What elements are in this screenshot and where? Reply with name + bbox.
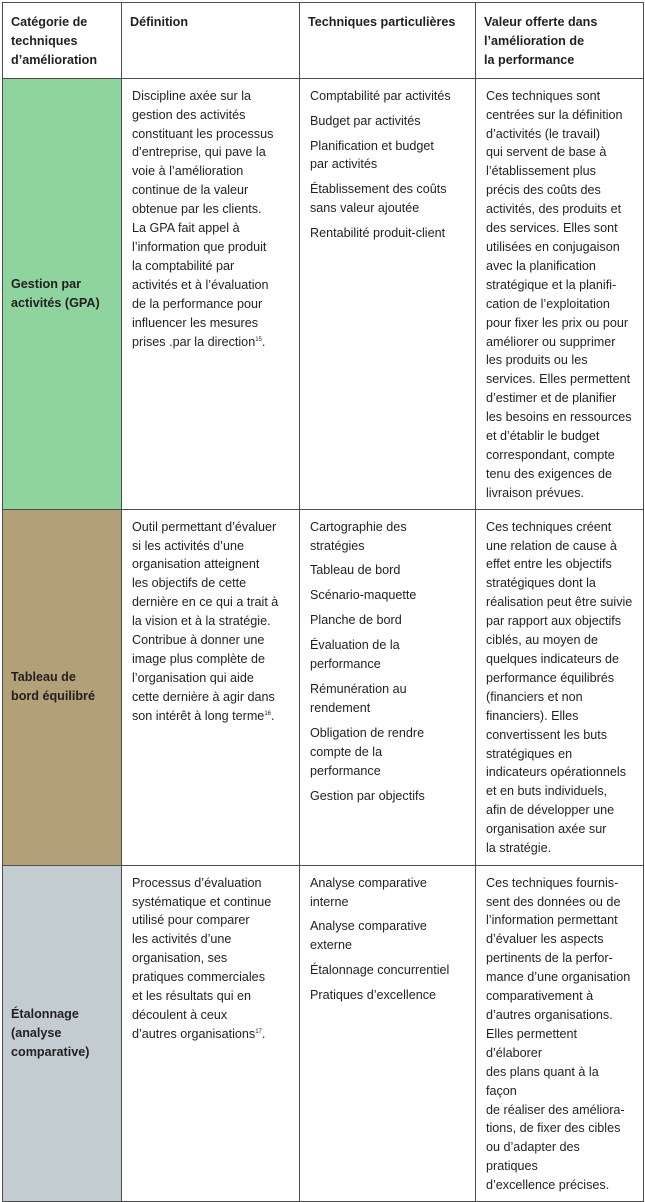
list-item: Établissement des coûts sans valeur ajoutée [310, 182, 447, 216]
footnote-ref: 15 [255, 336, 262, 343]
techniques-list [310, 874, 465, 1005]
list-item: Évaluation de la performance [310, 638, 400, 672]
improvement-techniques-table [2, 2, 644, 1202]
list-item: Pratiques d’excellence [310, 988, 437, 1003]
list-item: Gestion par objectifs [310, 788, 425, 803]
list-item: Tableau de bord [310, 563, 401, 578]
list-item: Planche de bord [310, 613, 402, 628]
header-category: Catégorie de techniques d’amélioration [3, 3, 122, 79]
list-item: Cartographie des stratégies [310, 519, 407, 553]
header-row [3, 3, 644, 79]
table-row [3, 865, 644, 1201]
table-row [3, 78, 644, 509]
table-row [3, 509, 644, 865]
value-cell: Ces techniques sont centrées sur la définition d’activités (le travail) qui servent de base à l’établissement plus précis des coûts des activités, des produits et des services. Elles sont utilisées en conjugaison avec la planification stratégique et la planifi- cation de l’exploitation pour fixer les prix ou pour améliorer ou supprimer les produits ou les services. Elles permettent d’estimer et de planifier les besoins en ressources et d’établir le budget correspondant, compte tenu des exigences de livraison prévues. [476, 78, 644, 509]
definition-text: Discipline axée sur la gestion des activités constituant les processus d’entreprise, qui pave la voie à l’amélioration continue de la valeur obtenue par les clients. La GPA fait appel à l’information que produit la comptabilité par activités et à l’évaluation de la performance pour influencer les mesures prises .par la direction [132, 88, 274, 349]
list-item: Étalonnage concurrentiel [310, 963, 450, 978]
techniques-list [310, 87, 465, 243]
list-item: Rémunération au rendement [310, 682, 407, 715]
header-definition: Définition [122, 3, 300, 79]
list-item: Scénario-maquette [310, 588, 417, 603]
techniques-cell [300, 78, 476, 509]
list-item: Rentabilité produit-client [310, 226, 446, 241]
value-cell: Ces techniques créent une relation de cause à effet entre les objectifs stratégiques dont la réalisation peut être suivie par rapport aux objectifs ciblés, au moyen de quelques indicateurs de performance équilibrés (financiers et non financiers). Elles convertissent les buts stratégiques en indicateurs opérationnels et en buts individuels, afin de développer une organisation axée sur la stratégie. [476, 509, 644, 865]
techniques-cell [300, 509, 476, 865]
footnote-ref: 16 [264, 710, 271, 717]
value-cell: Ces techniques fournis- sent des données ou de l’information permettant d’évaluer les aspects pertinents de la perfor- mance d’une organisation comparativement à d’autres organisations. Elles permettent d’élaborer des plans quant à la façon de réaliser des améliora- tions, de fixer des cibles ou d’adapter des pratiques d’excellence précises. [476, 865, 644, 1201]
techniques-list [310, 518, 465, 806]
category-gpa: Gestion par activités (GPA) [3, 78, 122, 509]
header-value: Valeur offerte dans l’amélioration de la performance [476, 3, 644, 79]
header-techniques: Techniques particulières [300, 3, 476, 79]
definition-cell: Processus d’évaluation systématique et continue utilisé pour comparer les activités d’une organisation, ses pratiques commerciales et les résultats qui en découlent à ceux d’autres organisations$^{17}$. [122, 865, 300, 1201]
list-item: Comptabilité par activités [310, 88, 451, 103]
category-benchmarking: Étalonnage (analyse comparative) [3, 865, 122, 1201]
list-item: Planification et budget par activités [310, 138, 434, 172]
list-item: Analyse comparative interne [310, 875, 427, 909]
definition-text: Processus d’évaluation systématique et continue utilisé pour comparer les activités d’une organisation, ses pratiques commerciales et les résultats qui en découlent à ceux d’autres organisations [132, 875, 272, 1041]
definition-text: Outil permettant d’évaluer si les activités d’une organisation atteignent les objectifs de cette dernière en ce qui a trait à la vision et à la stratégie. Contribue à donner une image plus complète de l’organisation qui aide cette dernière à agir dans son intérêt à long terme [132, 519, 279, 723]
techniques-cell [300, 865, 476, 1201]
category-balanced-scorecard: Tableau de bord équilibré [3, 509, 122, 865]
list-item: Obligation de rendre compte de la performance [310, 725, 425, 778]
list-item: Budget par activités [310, 113, 421, 128]
list-item: Analyse comparative externe [310, 919, 427, 953]
definition-cell: Discipline axée sur la gestion des activités constituant les processus d’entreprise, qui pave la voie à l’amélioration continue de la valeur obtenue par les clients. La GPA fait appel à l’information que produit la comptabilité par activités et à l’évaluation de la performance pour influencer les mesures prises .par la direction$^{15}$. [122, 78, 300, 509]
footnote-ref: 17 [255, 1028, 262, 1035]
definition-cell: Outil permettant d’évaluer si les activités d’une organisation atteignent les objectifs de cette dernière en ce qui a trait à la vision et à la stratégie. Contribue à donner une image plus complète de l’organisation qui aide cette dernière à agir dans son intérêt à long terme$^{16}$. [122, 509, 300, 865]
